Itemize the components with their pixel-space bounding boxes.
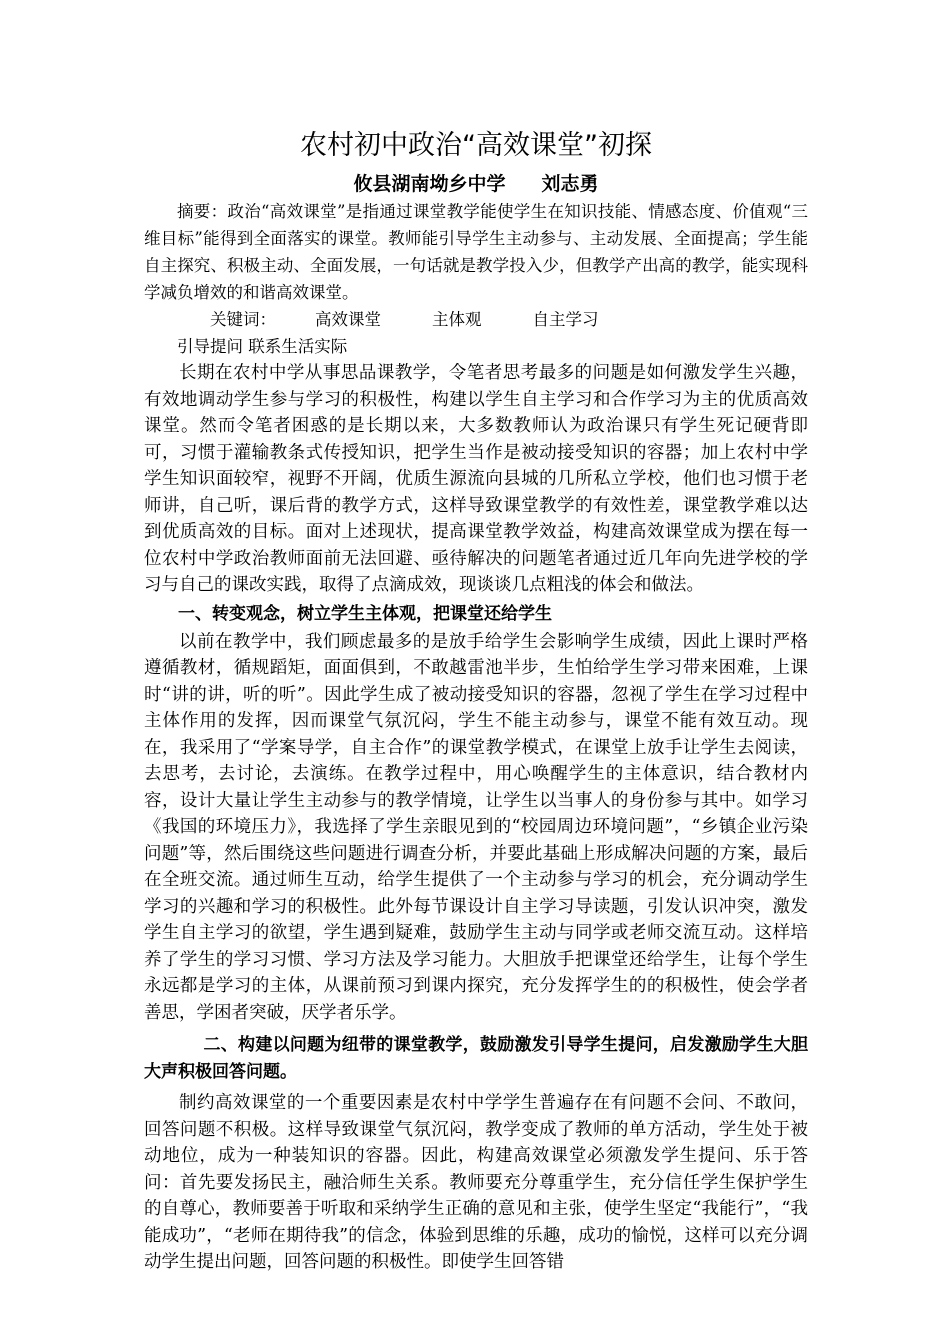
keywords-label: 关键词： <box>210 310 276 329</box>
keyword: 高效课堂 <box>315 310 381 329</box>
school-name: 攸县湖南坳乡中学 <box>353 173 506 195</box>
article-title: 农村初中政治“高效课堂”初探 <box>300 130 652 161</box>
keywords-line <box>144 306 808 360</box>
section-heading-1: 一、转变观念，树立学生主体观，把课堂还给学生 <box>178 603 552 624</box>
author-name: 刘志勇 <box>541 173 599 195</box>
section-heading-2: 二、构建以问题为纽带的课堂教学，鼓励激发引导学生提问，启发激励学生大胆大声积极回答问题。 <box>144 1035 808 1082</box>
keyword: 引导提问 联系生活实际 <box>177 337 348 356</box>
keyword: 主体观 <box>432 310 482 329</box>
section-1-paragraph: 以前在教学中，我们顾虑最多的是放手给学生会影响学生成绩，因此上课时严格遵循教材，循规蹈矩，面面俱到，不敢越雷池半步，生怕给学生学习带来困难，上课时“讲的讲，听的听”。因此学生成了被动接受知识的容器，忽视了学生在学习过程中主体作用的发挥，因而课堂气氛沉闷，学生不能主动参与，课堂不能有效互动。现在，我采用了“学案导学，自主合作”的课堂教学模式，在课堂上放手让学生去阅读，去思考，去讨论，去演练。在教学过程中，用心唤醒学生的主体意识，结合教材内容，设计大量让学生主动参与的教学情境，让学生以当事人的身份参与其中。如学习《我国的环境压力》，我选择了学生亲眼见到的“校园周边环境问题”，“乡镇企业污染问题”等，然后围绕这些问题进行调查分析，并要此基础上形成解决问题的方案，最后在全班交流。通过师生互动，给学生提供了一个主动参与学习的机会，充分调动学生学习的兴趣和学习的积极性。此外每节课设计自主学习导读题，引发认识冲突，激发学生自主学习的欲望，学生遇到疑难，鼓励学生主动与同学或老师交流互动。这样培养了学生的学习习惯、学习方法及学习能力。大胆放手把课堂还给学生，让每个学生永远都是学习的主体，从课前预习到课内探究，充分发挥学生的的积极性，使会学者善思，学困者突破，厌学者乐学。 <box>144 631 808 1023</box>
keyword: 自主学习 <box>532 310 599 329</box>
intro-paragraph: 长期在农村中学从事思品课教学，令笔者思考最多的问题是如何激发学生兴趣，有效地调动学生参与学习的积极性，构建以学生自主学习和合作学习为主的优质高效课堂。然而令笔者困惑的是长期以来，大多数教师认为政治课只有学生死记硬背即可，习惯于灌输教条式传授知识，把学生当作是被动接受知识的容器；加上农村中学学生知识面较窄，视野不开阔，优质生源流向县城的几所私立学校，他们也习惯于老师讲，自己听，课后背的教学方式，这样导致课堂教学的有效性差，课堂教学难以达到优质高效的目标。面对上述现状，提高课堂教学效益，构建高效课堂成为摆在每一位农村中学政治教师面前无法回避、亟待解决的问题笔者通过近几年向先进学校的学习与自己的课改实践，取得了点滴成效，现谈谈几点粗浅的体会和做法。 <box>144 363 808 595</box>
byline <box>144 170 808 198</box>
document-page <box>144 126 808 1276</box>
abstract: 摘要：政治“高效课堂”是指通过课堂教学能使学生在知识技能、情感态度、价值观“三维目标”能得到全面落实的课堂。教师能引导学生主动参与、主动发展、全面提高；学生能自主探究、积极主动、全面发展，一句话就是教学投入少，但教学产出高的教学，能实现科学减负增效的和谐高效课堂。 <box>144 202 808 302</box>
section-2-paragraph: 制约高效课堂的一个重要因素是农村中学学生普遍存在有问题不会问、不敢问，回答问题不积极。这样导致课堂气氛沉闷，教学变成了教师的单方活动，学生处于被动地位，成为一种装知识的容器。因此，构建高效课堂必须激发学生提问、乐于答问：首先要发扬民主，融洽师生关系。教师要充分尊重学生，充分信任学生保护学生的自尊心，教师要善于听取和采纳学生正确的意见和主张，使学生坚定“我能行”，“我能成功”，“老师在期待我”的信念，体验到思维的乐趣，成功的愉悦，这样可以充分调动学生提出问题，回答问题的积极性。即使学生回答错 <box>144 1093 808 1272</box>
